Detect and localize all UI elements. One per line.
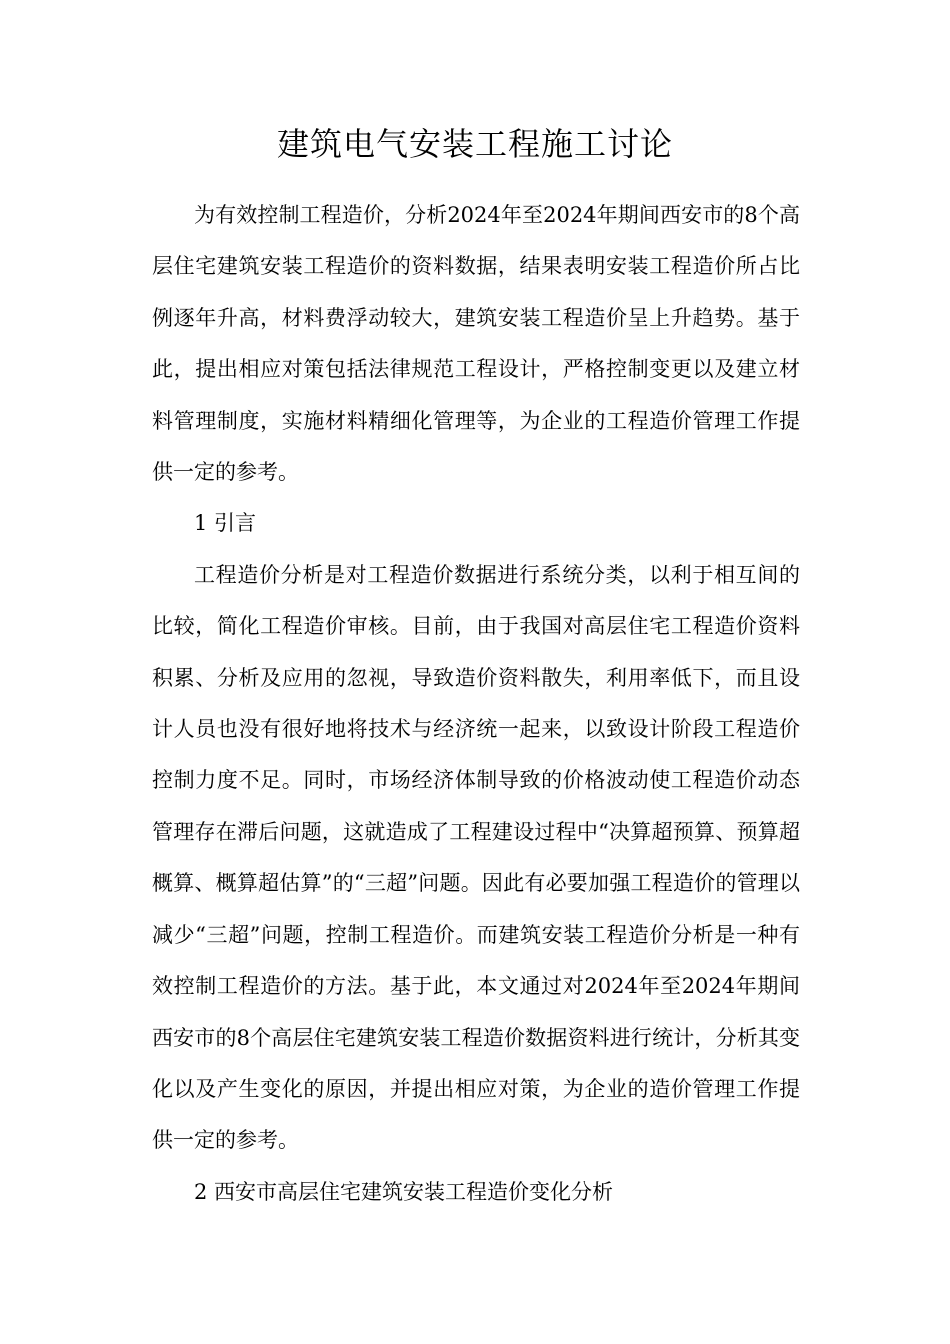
section-heading-introduction: 1 引言 <box>194 511 257 536</box>
document-body <box>152 190 800 1218</box>
abstract-paragraph: 为有效控制工程造价，分析2024年至2024年期间西安市的8个高层住宅建筑安装工程造价的资料数据，结果表明安装工程造价所占比例逐年升高，材料费浮动较大，建筑安装工程造价呈上升趋势。基于此，提出相应对策包括法律规范工程设计，严格控制变更以及建立材料管理制度，实施材料精细化管理等，为企业的工程造价管理工作提供一定的参考。 <box>152 203 800 485</box>
section-heading-analysis: 2 西安市高层住宅建筑安装工程造价变化分析 <box>194 1179 614 1204</box>
document-title: 建筑电气安装工程施工讨论 <box>276 125 673 163</box>
introduction-paragraph: 工程造价分析是对工程造价数据进行系统分类，以利于相互间的比较，简化工程造价审核。目前，由于我国对高层住宅工程造价资料积累、分析及应用的忽视，导致造价资料散失，利用率低下，而且设计人员也没有很好地将技术与经济统一起来，以致设计阶段工程造价控制力度不足。同时，市场经济体制导致的价格波动使工程造价动态管理存在滞后问题，这就造成了工程建设过程中“决算超预算、预算超概算、概算超估算”的“三超”问题。因此有必要加强工程造价的管理以减少“三超”问题，控制工程造价。而建筑安装工程造价分析是一种有效控制工程造价的方法。基于此，本文通过对2024年至2024年期间西安市的8个高层住宅建筑安装工程造价数据资料进行统计，分析其变化以及产生变化的原因，并提出相应对策，为企业的造价管理工作提供一定的参考。 <box>152 562 800 1153</box>
